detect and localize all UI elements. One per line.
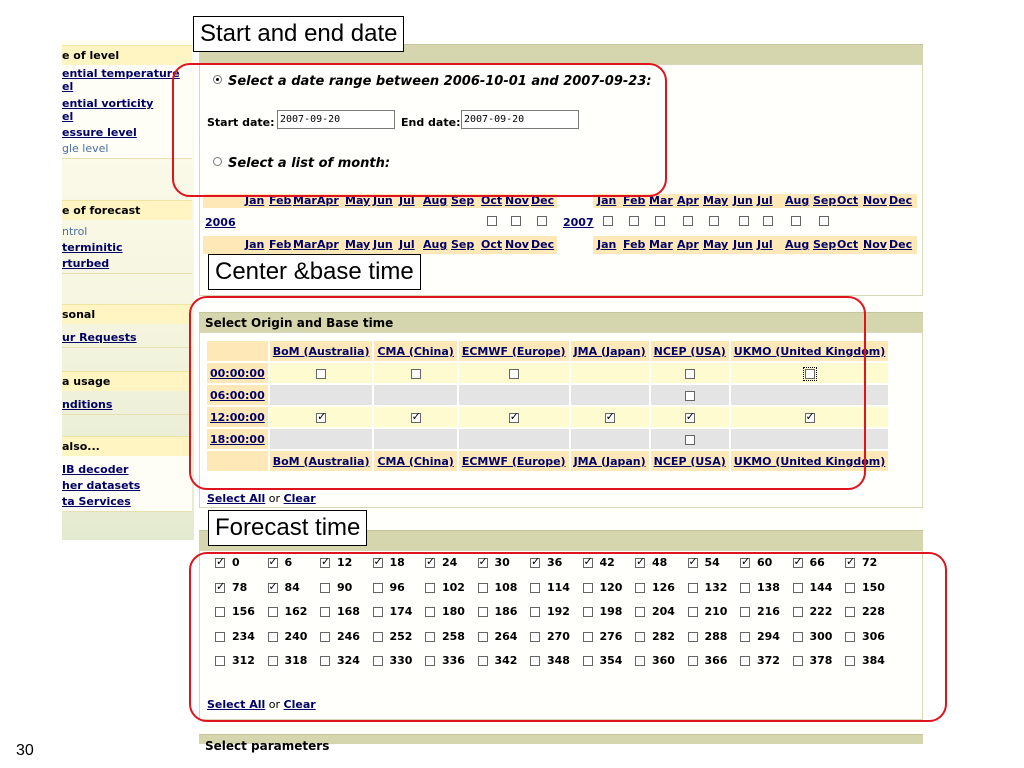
month-checkbox-2007-may[interactable] <box>709 216 719 226</box>
month-header-2007-dec[interactable]: Dec <box>889 194 913 207</box>
month-footer-2006-dec[interactable]: Dec <box>531 238 555 251</box>
sidebar-list-see-also <box>62 456 192 512</box>
forecast-select-all-link[interactable]: Select All <box>207 698 266 711</box>
forecast-step-label: 246 <box>337 629 360 643</box>
month-footer-2007-dec[interactable]: Dec <box>889 238 913 251</box>
month-header-2006-oct[interactable]: Oct <box>481 194 503 207</box>
month-checkbox-2007-jul[interactable] <box>763 216 773 226</box>
sidebar-list-personal <box>62 324 192 348</box>
sidebar-link-potential-temperature[interactable]: ential temperature <box>62 67 180 80</box>
month-footer-2006-apr[interactable]: Apr <box>317 238 339 251</box>
sidebar-link-deterministic[interactable]: terminitic <box>62 241 123 254</box>
sidebar-link-other-datasets[interactable]: her datasets <box>62 479 141 492</box>
sidebar-link-grib-decoder[interactable]: IB decoder <box>62 463 129 476</box>
sidebar-list-type-of-forecast <box>62 220 192 274</box>
date-highlight-box <box>172 63 667 197</box>
sidebar-header-type-of-level: e of level <box>62 45 192 65</box>
forecast-step-label: 60 <box>757 556 773 569</box>
sidebar-section-see-also <box>62 436 192 512</box>
forecast-step-label: 204 <box>652 605 675 618</box>
sidebar-link-potential-vorticity[interactable]: ential vorticity <box>62 97 154 110</box>
sidebar-section-data-usage <box>62 371 192 415</box>
month-footer-2007-oct[interactable]: Oct <box>837 238 859 251</box>
month-footer-2007-jun[interactable]: Jun <box>733 238 753 251</box>
month-header-2006-sep[interactable]: Sep <box>451 194 475 207</box>
forecast-step-label: 0 <box>232 556 240 569</box>
sidebar-header-personal: sonal <box>62 304 192 324</box>
forecast-step-label: 24 <box>442 556 458 569</box>
forecast-step-label: 42 <box>599 556 615 569</box>
forecast-step-label: 384 <box>862 654 885 667</box>
forecast-step-label: 240 <box>284 629 308 643</box>
sidebar-link-pressure-level[interactable]: essure level <box>62 126 137 139</box>
origin-footer-center-0[interactable]: BoM (Australia) <box>270 451 373 471</box>
forecast-step-label: 96 <box>389 580 405 594</box>
forecast-step-label: 72 <box>862 556 878 569</box>
sidebar-link-single-level[interactable]: gle level <box>62 142 109 155</box>
callout-center-base-time: Center &base time <box>208 254 421 290</box>
forecast-step-label: 90 <box>337 580 353 594</box>
forecast-step-label: 330 <box>389 654 413 667</box>
month-header-2007-oct[interactable]: Oct <box>837 194 859 207</box>
forecast-step-label: 258 <box>442 629 465 643</box>
forecast-step-label: 222 <box>809 605 833 618</box>
forecast-step-label: 180 <box>442 605 465 618</box>
start-date-field[interactable]: 2007-09-20 <box>277 110 395 129</box>
month-footer-2007-sep[interactable]: Sep <box>813 238 837 251</box>
end-date-field[interactable]: 2007-09-20 <box>461 110 579 129</box>
forecast-step-label: 264 <box>494 629 518 643</box>
forecast-step-label: 234 <box>232 629 255 643</box>
forecast-step-label: 288 <box>704 629 728 643</box>
center-highlight-box <box>189 296 866 490</box>
sidebar-header-see-also: also... <box>62 436 192 456</box>
forecast-step-label: 354 <box>599 654 623 667</box>
origin-header-center-3[interactable]: JMA (Japan) <box>571 341 649 361</box>
month-footer-2006-oct[interactable]: Oct <box>481 238 503 251</box>
forecast-step-label: 102 <box>442 580 465 594</box>
month-checkbox-2007-feb[interactable] <box>629 216 639 226</box>
callout-forecast-time: Forecast time <box>208 510 367 546</box>
forecast-step-label: 210 <box>704 605 728 618</box>
month-footer-2007-jul[interactable]: Jul <box>757 238 773 251</box>
origin-time-link[interactable]: 12:00:00 <box>207 407 268 427</box>
origin-time-link[interactable]: 00:00:00 <box>207 363 268 383</box>
origin-time-link[interactable]: 18:00:00 <box>207 429 268 449</box>
forecast-step-label: 114 <box>547 580 570 594</box>
forecast-step-label: 198 <box>599 605 623 618</box>
origin-footer-center-1[interactable]: CMA (China) <box>374 451 456 471</box>
month-checkbox-2007-mar[interactable] <box>655 216 665 226</box>
origin-header-center-4[interactable]: NCEP (USA) <box>651 341 729 361</box>
forecast-step-label: 318 <box>284 654 308 667</box>
month-checkbox-2007-aug[interactable] <box>791 216 801 226</box>
month-header-2006-jan[interactable]: Jan <box>245 194 265 207</box>
forecast-step-label: 48 <box>652 556 668 569</box>
forecast-step-label: 150 <box>862 580 885 594</box>
forecast-step-label: 36 <box>547 556 563 569</box>
forecast-step-label: 228 <box>862 605 885 618</box>
forecast-step-label: 300 <box>809 629 833 643</box>
month-header-2006-dec[interactable]: Dec <box>531 194 555 207</box>
sidebar-link-control[interactable]: ntrol <box>62 225 88 238</box>
month-footer-2006-jan[interactable]: Jan <box>245 238 265 251</box>
origin-footer-center-3[interactable]: JMA (Japan) <box>571 451 649 471</box>
origin-or-text: or <box>268 492 281 505</box>
callout-start-end-date: Start and end date <box>193 16 404 52</box>
month-footer-2006-sep[interactable]: Sep <box>451 238 475 251</box>
forecast-step-label: 84 <box>284 580 300 594</box>
forecast-step-label: 282 <box>652 629 675 643</box>
forecast-step-label: 324 <box>337 654 360 667</box>
sidebar-list-data-usage <box>62 391 192 415</box>
origin-select-all-row <box>207 492 316 505</box>
month-header-2006-apr[interactable]: Apr <box>317 194 339 207</box>
month-header-2007-jan[interactable]: Jan <box>597 194 617 207</box>
sidebar-section-personal <box>62 304 192 348</box>
forecast-step-label: 294 <box>757 629 780 643</box>
month-footer-2007-aug[interactable]: Aug <box>785 238 810 251</box>
params-section-title: Select parameters <box>205 739 330 753</box>
month-checkbox-2007-apr[interactable] <box>683 216 693 226</box>
forecast-step-label: 252 <box>389 629 413 643</box>
month-grid <box>199 192 923 262</box>
forecast-step-label: 66 <box>809 556 825 569</box>
month-footer-2007-nov[interactable]: Nov <box>863 238 887 251</box>
forecast-step-label: 348 <box>547 654 570 667</box>
start-date-label: Start date: <box>207 116 275 129</box>
month-checkbox-2006-dec[interactable] <box>537 216 547 226</box>
forecast-step-label: 144 <box>809 580 833 594</box>
month-footer-2007-apr[interactable]: Apr <box>677 238 699 251</box>
forecast-step-label: 306 <box>862 629 885 643</box>
sidebar-section-type-of-forecast <box>62 200 192 274</box>
year-2007-link[interactable]: 2007 <box>563 216 594 229</box>
origin-time-link[interactable]: 06:00:00 <box>207 385 268 405</box>
sidebar-header-type-of-forecast: e of forecast <box>62 200 192 220</box>
forecast-step-label: 120 <box>599 580 623 594</box>
month-footer-2006-mar[interactable]: Mar <box>293 238 317 251</box>
forecast-step-label: 162 <box>284 605 308 618</box>
forecast-step-label: 336 <box>442 654 465 667</box>
sidebar-link-potential-temperature-level[interactable]: el <box>62 80 74 93</box>
date-range-label: Select a date range between 2006-10-01 and 2007-09-23: <box>228 74 652 89</box>
origin-header-center-1[interactable]: CMA (China) <box>374 341 456 361</box>
month-footer-2006-feb[interactable]: Feb <box>269 238 292 251</box>
origin-footer-center-2[interactable]: ECMWF (Europe) <box>459 451 569 471</box>
forecast-step-label: 108 <box>494 580 518 594</box>
month-footer-2007-mar[interactable]: Mar <box>649 238 673 251</box>
forecast-step-label: 54 <box>704 556 720 569</box>
forecast-step-label: 312 <box>232 654 255 667</box>
forecast-step-label: 378 <box>809 654 833 667</box>
params-section-bar <box>199 734 923 753</box>
month-header-2006-feb[interactable]: Feb <box>269 194 292 207</box>
forecast-step-label: 168 <box>337 605 360 618</box>
month-header-2006-may[interactable]: May <box>345 194 371 207</box>
month-header-2007-nov[interactable]: Nov <box>863 194 887 207</box>
sidebar-link-data-services[interactable]: ta Services <box>62 495 131 508</box>
forecast-step-label: 6 <box>284 556 293 569</box>
forecast-step-label: 78 <box>232 580 248 594</box>
forecast-step-label: 216 <box>757 605 780 618</box>
forecast-step-label: 138 <box>757 580 780 594</box>
origin-header-center-2[interactable]: ECMWF (Europe) <box>459 341 569 361</box>
forecast-step-label: 132 <box>704 580 728 594</box>
origin-footer-center-4[interactable]: NCEP (USA) <box>651 451 729 471</box>
month-header-2006-jun[interactable]: Jun <box>373 194 393 207</box>
month-header-2006-mar[interactable]: Mar <box>293 194 317 207</box>
month-footer-2007-may[interactable]: May <box>703 238 729 251</box>
forecast-step-label: 366 <box>704 654 728 667</box>
origin-section-title: Select Origin and Base time <box>205 316 394 330</box>
month-header-2007-feb[interactable]: Feb <box>623 194 646 207</box>
month-header-2007-mar[interactable]: Mar <box>649 194 673 207</box>
forecast-step-label: 174 <box>389 605 413 618</box>
month-checkbox-2007-jan[interactable] <box>603 216 613 226</box>
month-header-2007-aug[interactable]: Aug <box>785 194 810 207</box>
month-header-2007-may[interactable]: May <box>703 194 729 207</box>
month-checkbox-2007-sep[interactable] <box>819 216 829 226</box>
sidebar-link-potential-vorticity-level[interactable]: el <box>62 110 74 123</box>
origin-select-all-link[interactable]: Select All <box>207 492 266 505</box>
forecast-step-label: 360 <box>652 654 675 667</box>
end-date-label: End date: <box>401 116 461 129</box>
month-header-2007-jul[interactable]: Jul <box>757 194 773 207</box>
origin-header-center-5[interactable]: UKMO (United Kingdom) <box>731 341 889 361</box>
sidebar-link-perturbed[interactable]: rturbed <box>62 257 110 270</box>
forecast-step-label: 276 <box>599 629 623 643</box>
forecast-step-label: 270 <box>547 629 570 643</box>
forecast-step-label: 30 <box>494 556 510 569</box>
forecast-step-label: 372 <box>757 654 780 667</box>
forecast-step-label: 126 <box>652 580 675 594</box>
forecast-clear-link[interactable]: Clear <box>283 698 316 711</box>
month-footer-2006-nov[interactable]: Nov <box>505 238 529 251</box>
month-header-2006-jul[interactable]: Jul <box>399 194 415 207</box>
month-footer-2006-jun[interactable]: Jun <box>373 238 393 251</box>
month-footer-2007-feb[interactable]: Feb <box>623 238 646 251</box>
month-header-2007-apr[interactable]: Apr <box>677 194 699 207</box>
month-footer-2006-aug[interactable]: Aug <box>423 238 448 251</box>
slide-number: 30 <box>16 742 34 759</box>
forecast-step-label: 186 <box>494 605 518 618</box>
forecast-step-label: 156 <box>232 605 255 618</box>
month-header-2007-sep[interactable]: Sep <box>813 194 837 207</box>
year-2006-link[interactable]: 2006 <box>205 216 236 229</box>
forecast-step-label: 18 <box>389 556 405 569</box>
origin-clear-link[interactable]: Clear <box>283 492 316 505</box>
origin-footer-center-5[interactable]: UKMO (United Kingdom) <box>731 451 889 471</box>
forecast-step-label: 192 <box>547 605 570 618</box>
month-header-2006-nov[interactable]: Nov <box>505 194 529 207</box>
month-footer-2007-jan[interactable]: Jan <box>597 238 617 251</box>
forecast-or-text: or <box>268 698 281 711</box>
month-header-2007-jun[interactable]: Jun <box>733 194 753 207</box>
sidebar-link-your-requests[interactable]: ur Requests <box>62 331 137 344</box>
forecast-step-label: 12 <box>337 556 353 569</box>
month-footer-2006-may[interactable]: May <box>345 238 371 251</box>
month-header-2006-aug[interactable]: Aug <box>423 194 448 207</box>
sidebar-link-conditions[interactable]: nditions <box>62 398 113 411</box>
month-checkbox-2007-jun[interactable] <box>739 216 749 226</box>
origin-header-center-0[interactable]: BoM (Australia) <box>270 341 373 361</box>
month-footer-2006-jul[interactable]: Jul <box>399 238 415 251</box>
forecast-step-label: 342 <box>494 654 518 667</box>
forecast-highlight-box <box>189 552 947 722</box>
month-checkbox-2006-oct[interactable] <box>487 216 497 226</box>
sidebar-header-data-usage: a usage <box>62 371 192 391</box>
month-list-label: Select a list of month: <box>228 156 391 171</box>
month-checkbox-2006-nov[interactable] <box>511 216 521 226</box>
